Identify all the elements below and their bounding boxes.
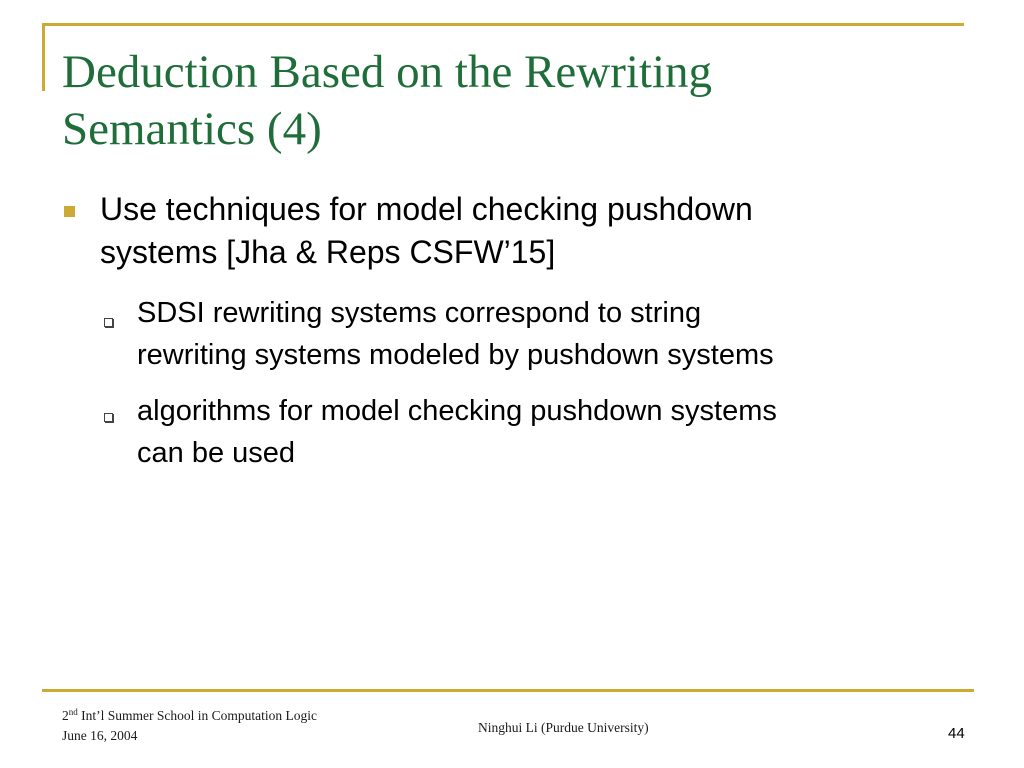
sub-bullet-line: algorithms for model checking pushdown systems: [137, 395, 777, 427]
page-number: 44: [948, 725, 965, 742]
event-ordinal: 2: [62, 708, 69, 723]
footer-date: June 16, 2004: [62, 728, 138, 743]
event-name: Int’l Summer School in Computation Logic: [77, 708, 317, 723]
bullet-item: [100, 188, 980, 274]
footer-author: Ninghui Li (Purdue University): [478, 720, 649, 735]
sub-bullet-item: [137, 292, 987, 376]
hollow-square-bullet-icon: [104, 318, 113, 327]
footer-rule: [42, 689, 974, 692]
bullet-line: Use techniques for model checking pushdown: [100, 191, 753, 227]
sub-bullet-line: SDSI rewriting systems correspond to string: [137, 297, 702, 329]
sub-bullet-item: [137, 390, 987, 474]
bullet-line: systems [Jha & Reps CSFW’15]: [100, 234, 556, 270]
top-frame-rule: [42, 23, 964, 26]
footer-event-name: [62, 706, 317, 726]
slide-title: [62, 44, 962, 158]
hollow-square-bullet-icon: [104, 413, 113, 422]
title-line: Semantics (4): [62, 103, 322, 155]
sub-bullet-line: can be used: [137, 437, 296, 469]
square-bullet-icon: [64, 206, 75, 217]
sub-bullet-line: rewriting systems modeled by pushdown systems: [137, 339, 774, 371]
left-frame-rule: [42, 23, 45, 91]
title-line: Deduction Based on the Rewriting: [62, 46, 713, 98]
footer-event-info: [62, 706, 317, 746]
event-ordinal-suffix: nd: [68, 707, 78, 717]
